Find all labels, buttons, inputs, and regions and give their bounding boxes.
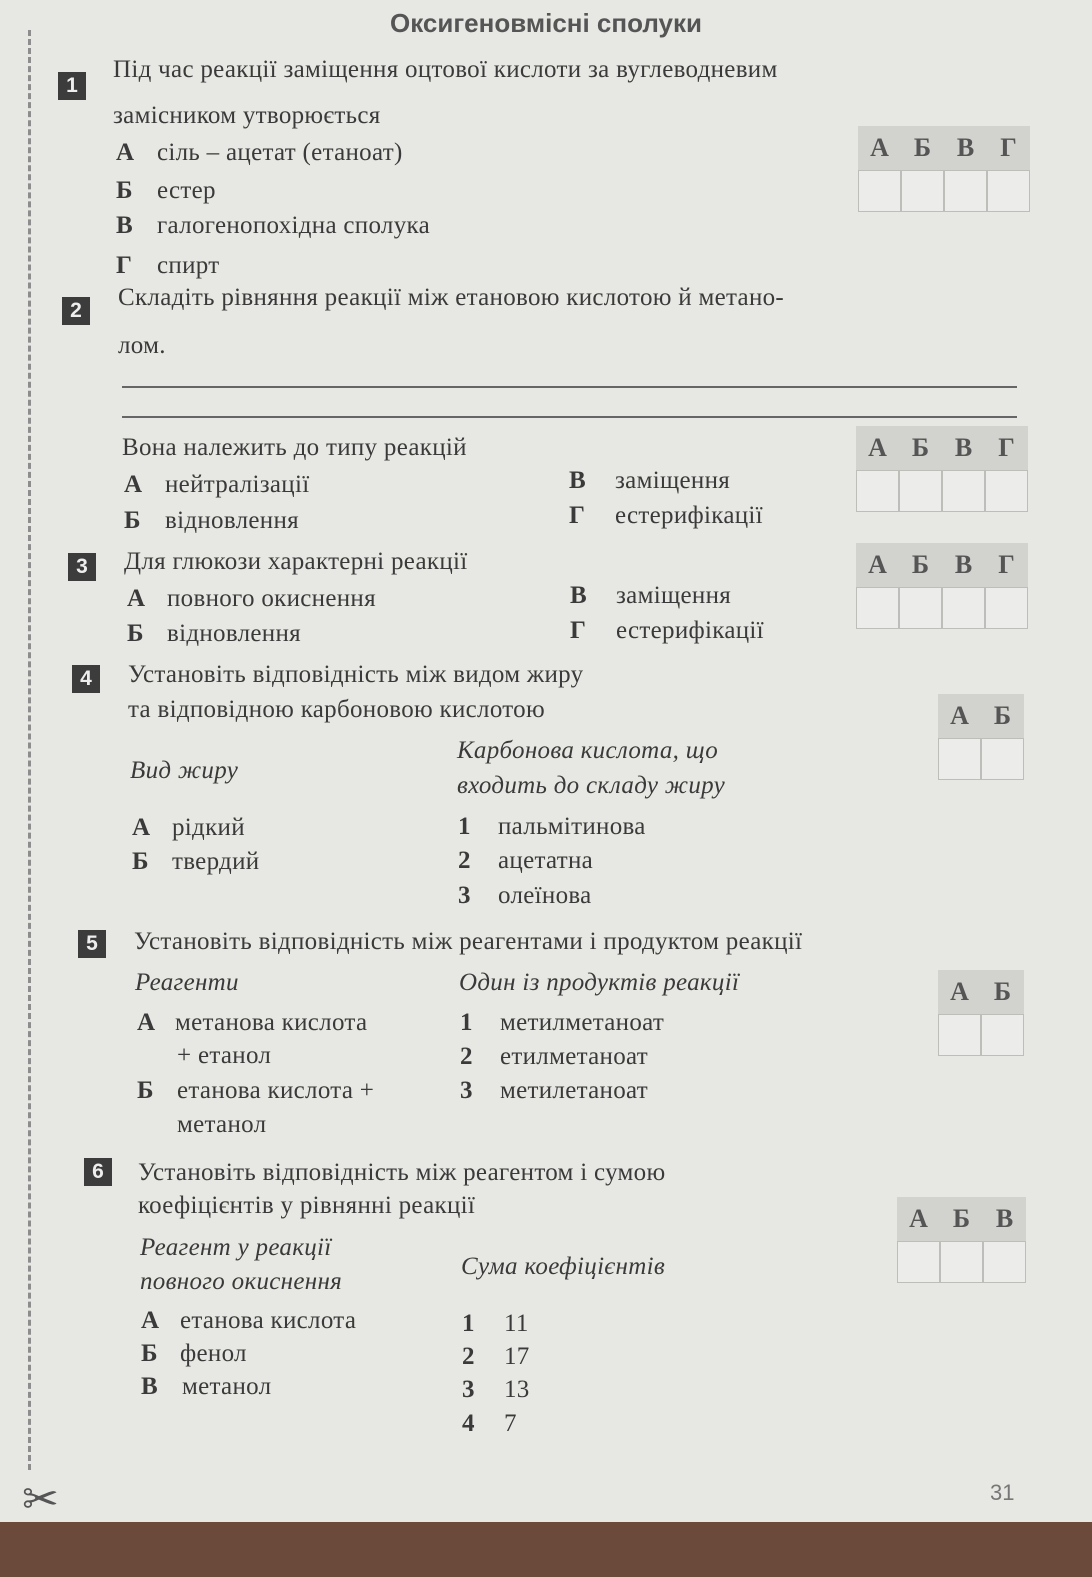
grid-header: А xyxy=(868,550,887,579)
q2-option-letter: В xyxy=(569,467,586,494)
q2-option-text: естерифікації xyxy=(615,502,763,529)
q6-column-header: Реагент у реакції xyxy=(140,1234,332,1261)
q4-right-text: олеїнова xyxy=(498,882,592,909)
q6-right-text: 13 xyxy=(504,1376,530,1403)
answer-cell[interactable] xyxy=(981,738,1024,780)
question-2-number: 2 xyxy=(62,297,90,325)
q1-option-letter: Б xyxy=(116,177,133,204)
q2-option-letter: Г xyxy=(569,502,586,529)
question-6-number: 6 xyxy=(84,1158,112,1186)
q5-right-text: метилметаноат xyxy=(500,1009,665,1036)
question-2-text-cont: лом. xyxy=(118,332,166,359)
q5-left-text-cont: + етанол xyxy=(177,1042,272,1069)
q1-answer-grid xyxy=(858,126,1030,212)
q2-option-letter: А xyxy=(124,471,143,498)
q6-right-number: 3 xyxy=(462,1376,475,1403)
grid-header: А xyxy=(870,133,889,162)
grid-header: А xyxy=(950,701,969,730)
q4-left-letter: А xyxy=(132,814,151,841)
q5-right-number: 3 xyxy=(460,1077,473,1104)
q6-left-letter: В xyxy=(141,1373,158,1400)
q3-option-letter: А xyxy=(127,585,146,612)
q4-right-number: 1 xyxy=(458,813,471,840)
q3-option-text: заміщення xyxy=(616,582,732,609)
question-1-text: Під час реакції заміщення оцтової кислоти за вуглеводневим xyxy=(113,56,778,83)
grid-header: А xyxy=(868,433,887,462)
grid-header: Б xyxy=(952,1204,971,1233)
question-5-text: Установіть відповідність між реагентами і продуктом реакції xyxy=(134,928,803,955)
q3-option-letter: В xyxy=(570,582,587,609)
answer-cell[interactable] xyxy=(901,170,944,212)
grid-header: Г xyxy=(998,433,1015,462)
answer-cell[interactable] xyxy=(938,1014,981,1056)
question-2-text: Складіть рівняння реакції між етановою кислотою й метано- xyxy=(118,284,785,311)
grid-header: В xyxy=(954,550,973,579)
q6-left-text: метанол xyxy=(182,1373,272,1400)
q3-option-letter: Б xyxy=(127,620,144,647)
cut-line xyxy=(28,30,31,1470)
grid-header: Г xyxy=(1000,133,1017,162)
q6-right-number: 2 xyxy=(462,1343,475,1370)
answer-cell[interactable] xyxy=(942,470,985,512)
answer-cell[interactable] xyxy=(940,1241,983,1283)
grid-header: Г xyxy=(998,550,1015,579)
q6-right-text: 17 xyxy=(504,1343,530,1370)
q1-option-letter: В xyxy=(116,212,133,239)
question-3-text: Для глюкози характерні реакції xyxy=(124,548,468,575)
q1-option-text: спирт xyxy=(157,252,220,279)
answer-cell[interactable] xyxy=(942,587,985,629)
grid-header: В xyxy=(995,1204,1014,1233)
q5-right-text: етилметаноат xyxy=(500,1043,648,1070)
q6-answer-grid xyxy=(897,1197,1026,1283)
answer-cell[interactable] xyxy=(899,470,942,512)
q3-option-text: повного окиснення xyxy=(167,585,376,612)
q4-column-header: Карбонова кислота, що xyxy=(457,737,719,764)
question-2-subtext: Вона належить до типу реакцій xyxy=(122,434,467,461)
q5-right-number: 2 xyxy=(460,1043,473,1070)
q5-column-header: Один із продуктів реакції xyxy=(459,969,740,996)
q6-right-number: 1 xyxy=(462,1310,475,1337)
grid-header: В xyxy=(956,133,975,162)
answer-cell[interactable] xyxy=(987,170,1030,212)
q2-option-text: заміщення xyxy=(615,467,731,494)
q6-right-text: 11 xyxy=(504,1310,529,1337)
question-1-number: 1 xyxy=(58,72,86,100)
q5-left-text: етанова кислота + xyxy=(177,1077,375,1104)
question-4-number: 4 xyxy=(72,665,100,693)
answer-cell[interactable] xyxy=(985,470,1028,512)
answer-cell[interactable] xyxy=(858,170,901,212)
q3-option-text: естерифікації xyxy=(616,617,764,644)
q5-column-header: Реагенти xyxy=(135,969,239,996)
grid-header: Б xyxy=(913,133,932,162)
grid-header: Б xyxy=(993,701,1012,730)
answer-cell[interactable] xyxy=(981,1014,1024,1056)
q1-option-letter: Г xyxy=(116,252,133,279)
answer-cell[interactable] xyxy=(938,738,981,780)
q5-right-number: 1 xyxy=(460,1009,473,1036)
question-1-text-cont: замісником утворюється xyxy=(113,102,381,129)
grid-header: Б xyxy=(911,550,930,579)
answer-cell[interactable] xyxy=(856,470,899,512)
q4-left-text: рідкий xyxy=(172,814,245,841)
q6-column-header-cont: повного окиснення xyxy=(140,1268,343,1295)
q4-right-text: пальмітинова xyxy=(498,813,646,840)
q6-column-header: Сума коефіцієнтів xyxy=(461,1253,665,1280)
answer-cell[interactable] xyxy=(897,1241,940,1283)
q6-left-text: фенол xyxy=(180,1340,247,1367)
q4-right-number: 3 xyxy=(458,882,471,909)
q5-left-letter: Б xyxy=(137,1077,154,1104)
answer-cell[interactable] xyxy=(856,587,899,629)
page-number: 31 xyxy=(990,1480,1015,1505)
question-6-text-cont: коефіцієнтів у рівнянні реакції xyxy=(138,1192,476,1219)
q3-answer-grid xyxy=(856,543,1028,629)
q6-left-letter: Б xyxy=(141,1340,158,1367)
q4-right-text: ацетатна xyxy=(498,847,594,874)
scissors-icon: ✂ xyxy=(22,1474,59,1522)
q4-right-number: 2 xyxy=(458,847,471,874)
q5-left-text-cont: метанол xyxy=(177,1111,267,1138)
q5-answer-grid xyxy=(938,970,1024,1056)
answer-cell[interactable] xyxy=(985,587,1028,629)
answer-line[interactable] xyxy=(122,416,1017,418)
question-3-number: 3 xyxy=(68,553,96,581)
q5-left-text: метанова кислота xyxy=(175,1009,368,1036)
q2-option-text: нейтралізації xyxy=(165,471,310,498)
q1-option-text: естер xyxy=(157,177,216,204)
q4-left-text: твердий xyxy=(172,848,260,875)
q2-option-text: відновлення xyxy=(165,507,299,534)
q6-right-text: 7 xyxy=(504,1410,517,1437)
grid-header: Б xyxy=(911,433,930,462)
q5-left-letter: А xyxy=(137,1009,156,1036)
answer-cell[interactable] xyxy=(944,170,987,212)
grid-header: А xyxy=(950,977,969,1006)
answer-cell[interactable] xyxy=(983,1241,1026,1283)
page-title: Оксигеновмісні сполуки xyxy=(390,8,702,38)
q4-answer-grid xyxy=(938,694,1024,780)
q6-left-letter: А xyxy=(141,1307,160,1334)
question-6-text: Установіть відповідність між реагентом і сумою xyxy=(138,1159,666,1186)
answer-line[interactable] xyxy=(122,386,1017,388)
question-4-text-cont: та відповідною карбоновою кислотою xyxy=(128,696,545,723)
q2-option-letter: Б xyxy=(124,507,141,534)
question-4-text: Установіть відповідність між видом жиру xyxy=(128,661,584,688)
question-5-number: 5 xyxy=(78,930,106,958)
grid-header: Б xyxy=(993,977,1012,1006)
q3-option-text: відновлення xyxy=(167,620,301,647)
q6-left-text: етанова кислота xyxy=(180,1307,357,1334)
answer-cell[interactable] xyxy=(899,587,942,629)
q1-option-letter: А xyxy=(116,139,135,166)
q6-right-number: 4 xyxy=(462,1410,475,1437)
q1-option-text: сіль – ацетат (етаноат) xyxy=(157,139,403,166)
q4-left-letter: Б xyxy=(132,848,149,875)
q1-option-text: галогенопохідна сполука xyxy=(157,212,430,239)
q3-option-letter: Г xyxy=(570,617,587,644)
q4-column-header: Вид жиру xyxy=(130,757,239,784)
grid-header: А xyxy=(909,1204,928,1233)
grid-header: В xyxy=(954,433,973,462)
q4-column-header-cont: входить до складу жиру xyxy=(457,772,726,799)
q2-answer-grid xyxy=(856,426,1028,512)
q5-right-text: метилетаноат xyxy=(500,1077,648,1104)
